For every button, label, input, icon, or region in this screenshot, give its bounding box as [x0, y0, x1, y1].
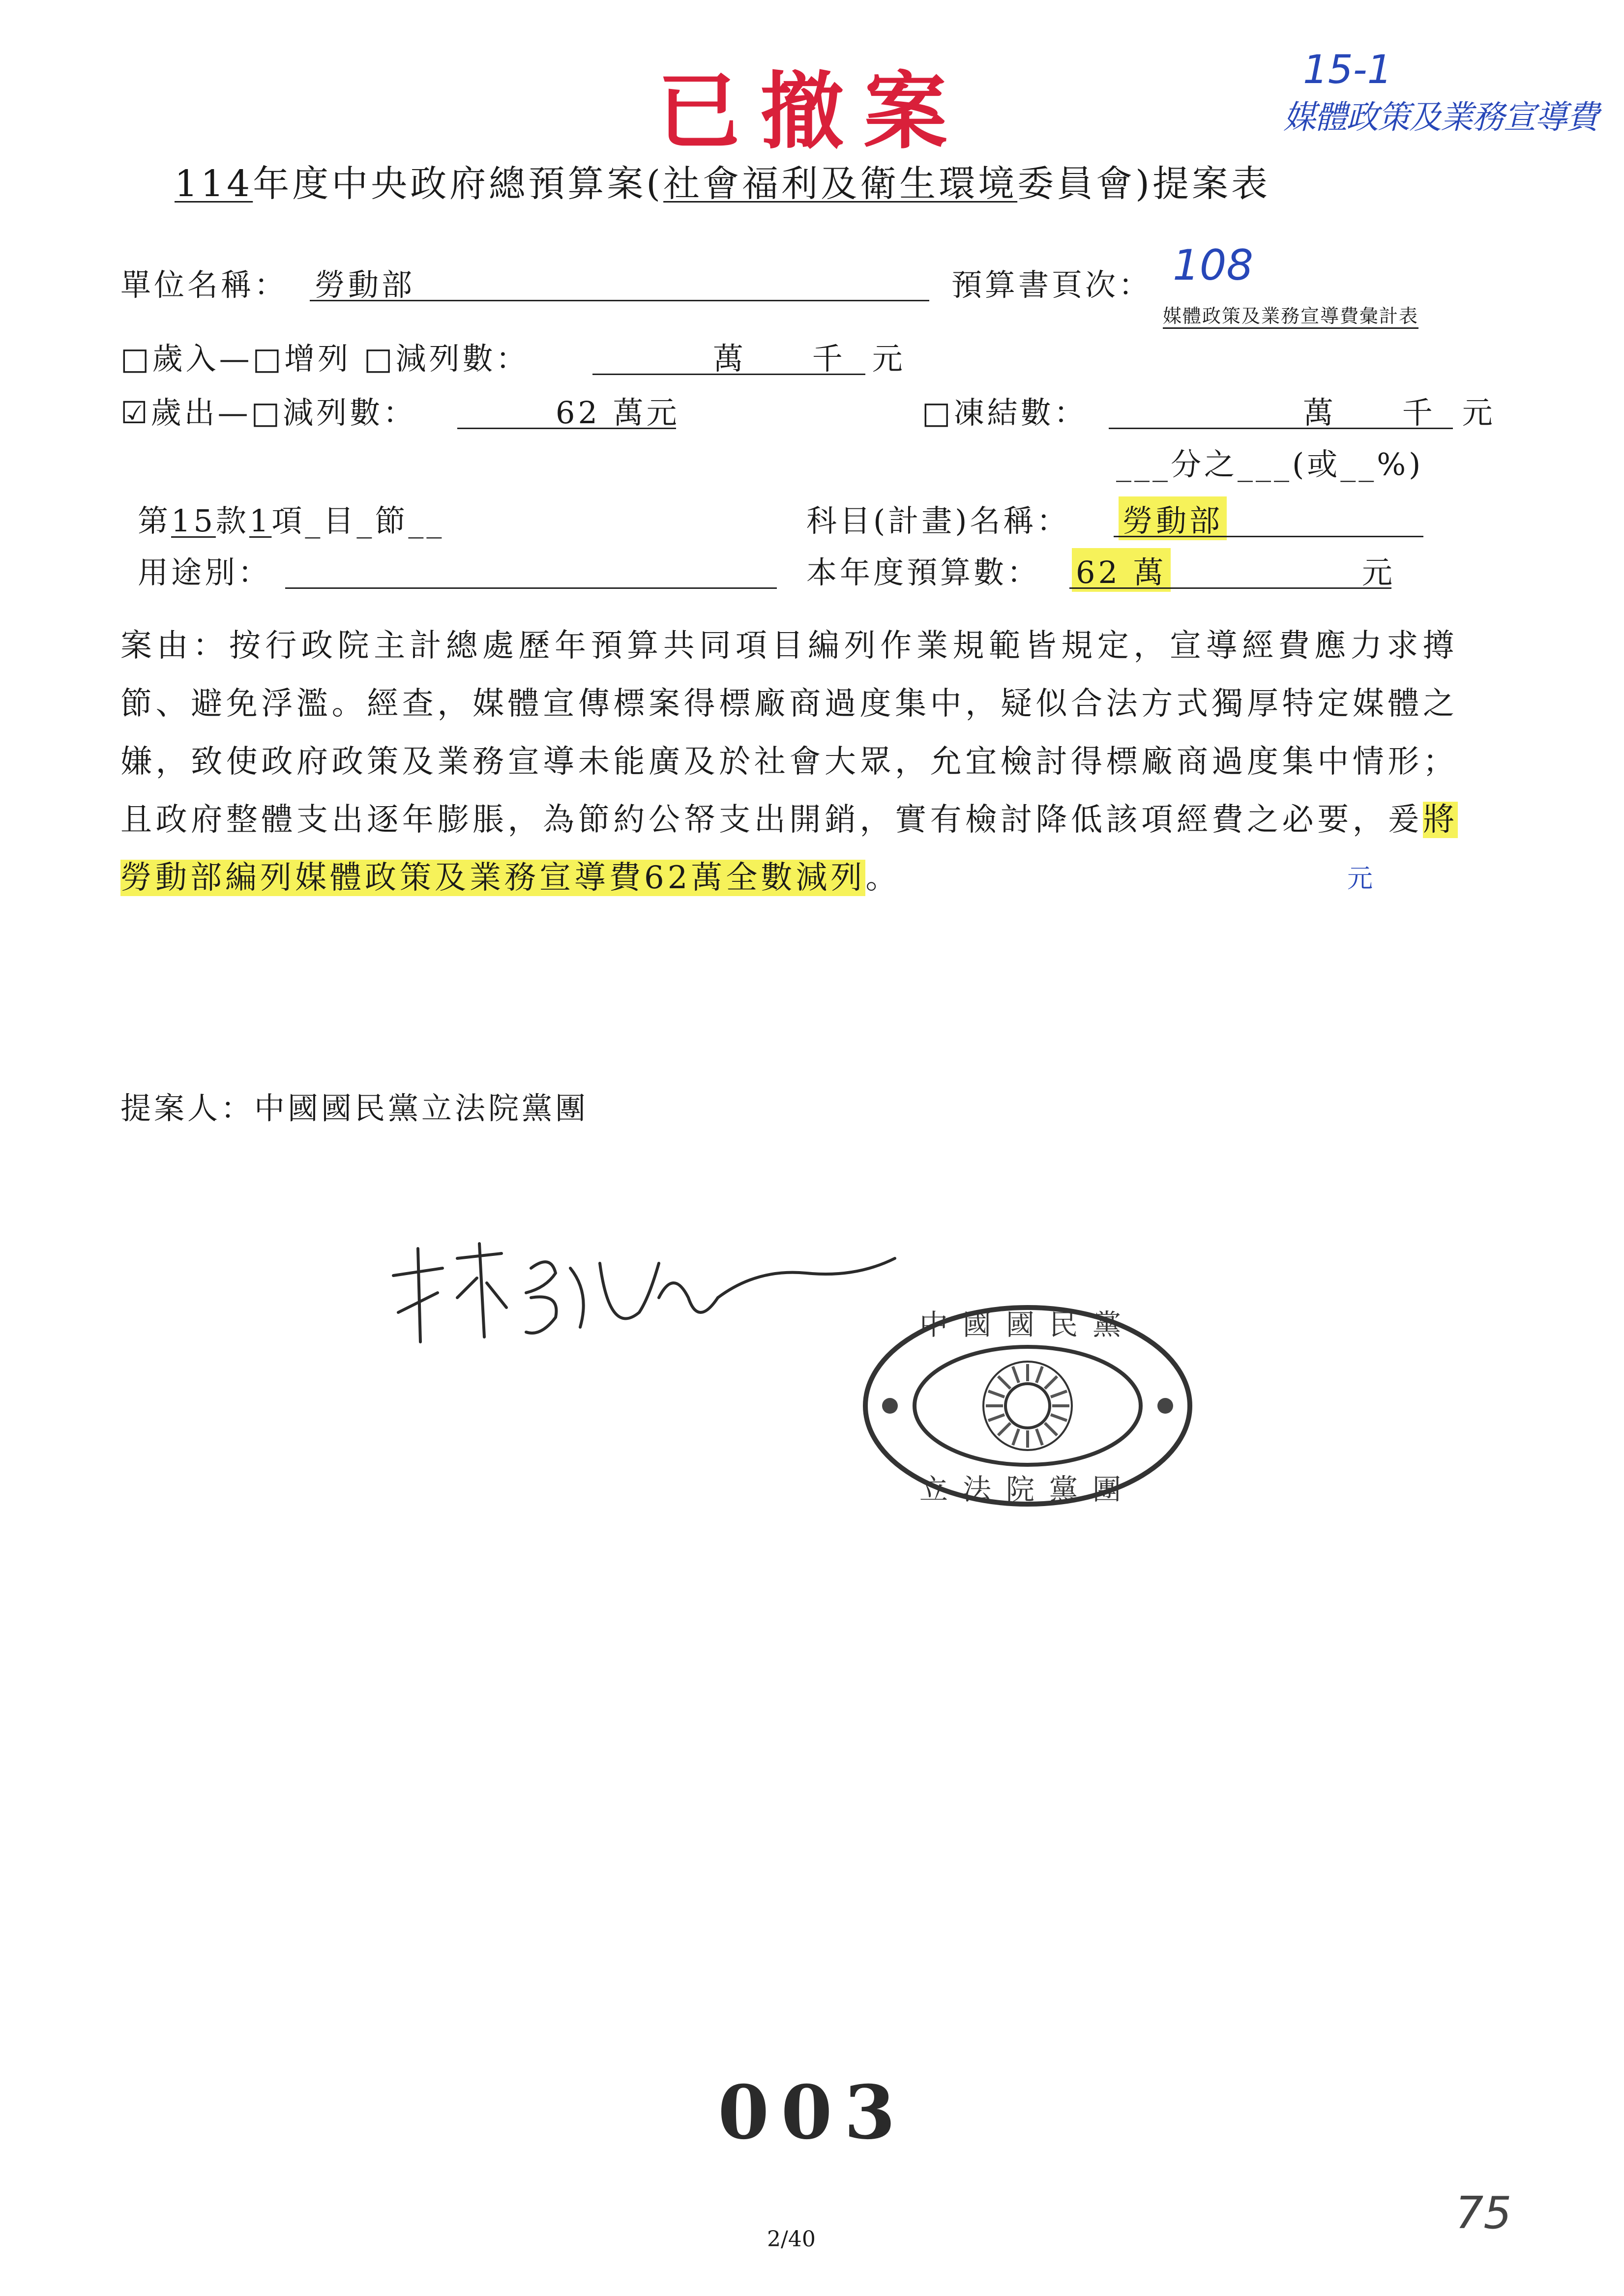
serial-number: 003: [718, 2069, 908, 2156]
freeze-unit: 萬 千元: [1303, 395, 1522, 431]
subject-label: 科目(計畫)名稱：: [806, 503, 1070, 539]
page-label: 預算書頁次：: [951, 267, 1152, 303]
xiang-rest: 項_目_節__: [271, 503, 445, 539]
handwritten-insert-mark: 元: [1347, 864, 1373, 894]
seal-left-emblem: [882, 1398, 898, 1414]
subject-value: 勞動部: [1119, 496, 1227, 540]
seal-top-text: 中國國民黨: [919, 1308, 1136, 1341]
handwritten-page-mark: 75: [1455, 2187, 1512, 2239]
reason-paragraph: [120, 617, 1458, 907]
revenue-line: □歲入—□增列 □減列數：: [120, 341, 530, 377]
title-year: 114: [175, 163, 253, 205]
reason-text: 案由：按行政院主計總處歷年預算共同項目編列作業規範皆規定，宣導經費應力求撙節、避免浮濫。經查，媒體宣傳標案得標廠商過度集中，疑似合法方式獨厚特定媒體之嫌，致使政府政策及業務宣導未能廣及於社會大眾，允宜檢討得標廠商過度集中情形；且政府整體支出逐年膨脹，為節約公帑支出開銷，實有檢討降低該項經費之必要，爰: [120, 628, 1458, 838]
title-part2: 委員會)提案表: [1017, 163, 1270, 205]
unit-label: 單位名稱：: [120, 267, 288, 303]
page-note: 媒體政策及業務宣導費彙計表: [1163, 305, 1419, 327]
title-committee: 社會福利及衛生環境: [663, 163, 1018, 205]
seal-bottom-text: 立法院黨團: [919, 1473, 1136, 1506]
expense-value: 62 萬元: [556, 395, 680, 431]
revenue-unit: 萬 千元: [713, 341, 932, 377]
reason-end: 。: [865, 860, 901, 896]
signature: [384, 1239, 905, 1352]
kuan-prefix: 第: [138, 503, 172, 539]
handwritten-code: 15-1: [1303, 47, 1392, 92]
proposer-line: [120, 1084, 589, 1128]
kuan-line: [138, 496, 444, 540]
seal-right-emblem: [1157, 1398, 1173, 1414]
title-part1: 年度中央政府總預算案(: [253, 163, 664, 205]
page-title: [175, 155, 1270, 207]
xiang-number: 1: [249, 503, 272, 539]
reason-highlight: 將勞動部編列媒體政策及業務宣導費62萬全數減列: [120, 802, 1458, 896]
kuan-label: 款: [215, 503, 249, 539]
fraction-text: ___分之___(或__%): [1116, 446, 1424, 482]
expense-line: ☑歲出—□減列數：: [120, 395, 417, 431]
page-number: 2/40: [767, 2227, 816, 2252]
handwritten-page-ref: 108: [1173, 241, 1254, 290]
proposer-value: 中國國民黨立法院黨團: [254, 1090, 589, 1126]
handwritten-subject: 媒體政策及業務宣導費: [1283, 98, 1598, 136]
usage-label: 用途別：: [138, 554, 272, 590]
kuan-number: 15: [171, 503, 216, 539]
proposer-label: 提案人：: [120, 1090, 255, 1126]
withdrawn-stamp: 已撤案: [657, 62, 967, 161]
budget-unit: 元: [1362, 554, 1396, 590]
budget-label: 本年度預算數：: [806, 554, 1041, 590]
unit-value: 勞動部: [315, 267, 415, 303]
budget-value: 62 萬: [1072, 548, 1171, 592]
freeze-label: □凍結數：: [922, 395, 1088, 431]
party-seal: [856, 1283, 1200, 1529]
